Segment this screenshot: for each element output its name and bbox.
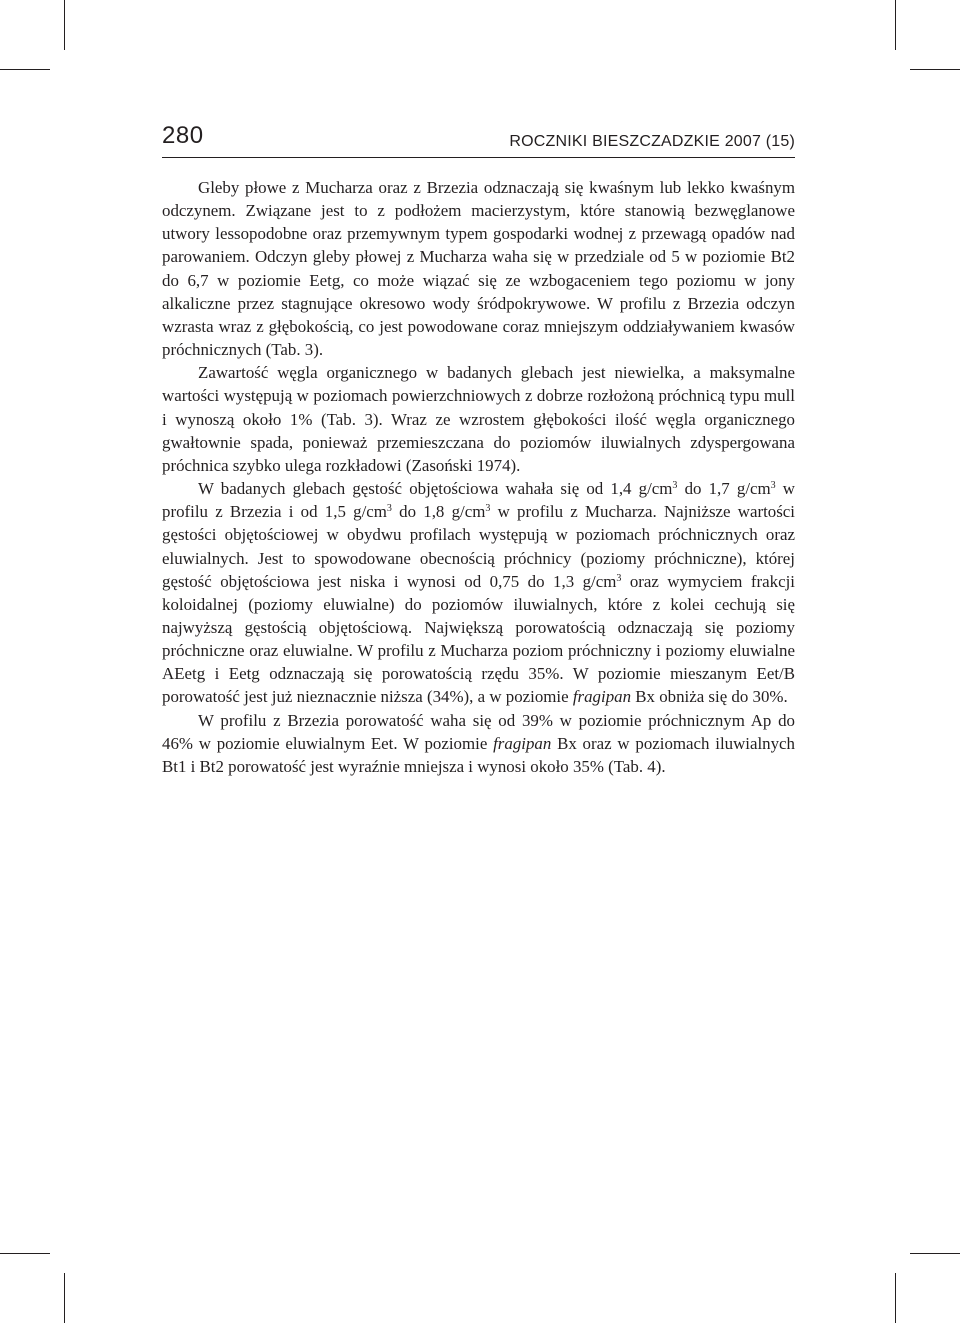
text-segment: oraz wymyciem frakcji koloidalnej (poziomy eluwialne) do poziomów iluwialnych, które z kolei cechują się najwyższą gęstością objętościową. Największą porowatością odznaczają się poziomy próchniczne oraz eluwialne. W profilu z Mucharza poziom próchniczny i poziomy eluwialne AEetg i Eetg odznaczają się porowatością rzędu 35%. W poziomie mieszanym Eet/B porowatość jest już nieznacznie niższa (34%), a w poziomie [162, 571, 795, 707]
text-segment: w profilu z Brzezia i od 1,5 g/cm [162, 479, 796, 522]
paragraph-porosity-brzezie [162, 709, 795, 778]
text-segment: W badanych glebach gęstość objętościowa wahała się od 1,4 g/cm [198, 479, 673, 499]
superscript: 3 [386, 503, 392, 515]
crop-mark-bottom-right-vertical [895, 1273, 896, 1323]
text-segment: W profilu z Brzezia porowatość waha się od 39% w poziomie próchnicznym Ap do 46% w poziomie eluwialnym Eet. W poziomie [162, 710, 795, 753]
paragraph-soil-reaction: Gleby płowe z Mucharza oraz z Brzezia odznaczają się kwaśnym lub lekko kwaśnym odczynem. Związane jest to z podłożem macierzystym, które stanowią bezwęglanowe utwory lessopodobne oraz przemywnym typem gospodarki wodnej z przewagą opadów nad parowaniem. Odczyn gleby płowej z Mucharza waha się w przedziale od 5 w poziomie Bt2 do 6,7 w poziomie Eetg, co może wiązać się ze wzbogaceniem tego poziomu w jony alkaliczne przez stagnujące okresowo wody śródpokrywowe. W profilu z Brzezia odczyn wzrasta wraz z głębokością, co jest powodowane coraz mniejszym oddziaływaniem kwasów próchnicznych (Tab. 3). [162, 178, 795, 360]
page-number: 280 [162, 122, 204, 149]
crop-mark-top-right-vertical [895, 0, 896, 50]
superscript: 3 [770, 480, 776, 492]
crop-mark-bottom-left-vertical [64, 1273, 65, 1323]
crop-mark-top-right-horizontal [910, 69, 960, 70]
paragraph-organic-carbon: Zawartość węgla organicznego w badanych glebach jest niewielka, a maksymalne wartości występują w poziomach powierzchniowych z dobrze rozłożoną próchnicą typu mull i wynoszą około 1% (Tab. 3). Wraz ze wzrostem głębokości ilość węgla organicznego gwałtownie spada, ponieważ przemieszczana do poziomów iluwialnych zdyspergowana próchnica szybko ulega rozkładowi (Zasoński 1974). [162, 363, 795, 475]
page-header [162, 118, 795, 158]
superscript: 3 [672, 480, 678, 492]
body-text [162, 176, 795, 778]
text-segment: Bx oraz w poziomach iluwialnych Bt1 i Bt2 porowatość jest wyraźnie mniejsza i wynosi około 35% (Tab. 4). [162, 733, 795, 776]
text-segment: do 1,8 g/cm [391, 502, 486, 522]
running-title: ROCZNIKI BIESZCZADZKIE 2007 (15) [509, 133, 795, 150]
crop-mark-top-left-horizontal [0, 69, 50, 70]
italic-term: fragipan [493, 733, 552, 753]
crop-mark-bottom-left-horizontal [0, 1253, 50, 1254]
superscript: 3 [616, 572, 622, 584]
text-segment: do 1,7 g/cm [677, 479, 771, 499]
crop-mark-top-left-vertical [64, 0, 65, 50]
header-rule [162, 157, 795, 158]
text-segment: w profilu z Mucharza. Najniższe wartości gęstości objętościowej w obydwu profilach występują w poziomach próchnicznych oraz eluwialnych. Jest to spowodowane obecnością próchnicy (poziomy próchniczne), której gęstość objętościowa jest niska i wynosi od 0,75 do 1,3 g/cm [162, 502, 795, 591]
crop-mark-bottom-right-horizontal [910, 1253, 960, 1254]
superscript: 3 [485, 503, 491, 515]
italic-term: fragipan [572, 687, 632, 707]
text-segment: Bx obniża się do 30%. [631, 687, 788, 707]
paragraph-bulk-density [162, 477, 795, 709]
